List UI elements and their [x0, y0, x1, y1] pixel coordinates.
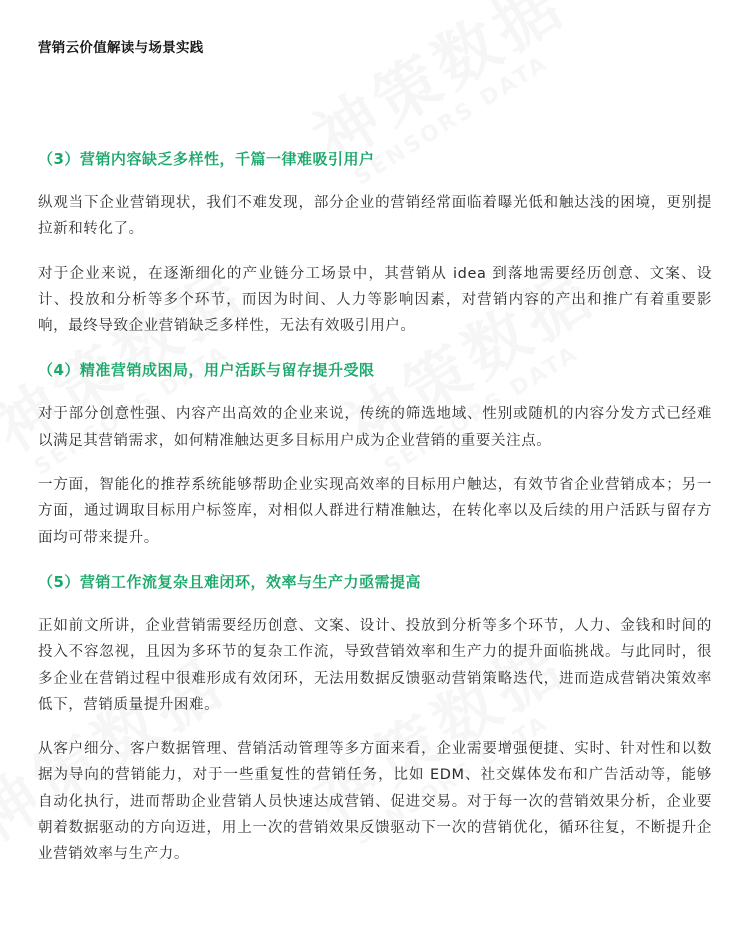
paragraph: 正如前文所讲，企业营销需要经历创意、文案、设计、投放到分析等多个环节，人力、金钱和时间的投入不容忽视，且因为多环节的复杂工作流，导致营销效率和生产力的提升面临挑战。与此同时，很多企业在营销过程中很难形成有效闭环，无法用数据反馈驱动营销策略迭代，进而造成营销决策效率低下，营销质量提升困难。 — [38, 617, 712, 713]
section-4 — [38, 357, 712, 550]
section-5 — [38, 569, 712, 868]
page-header-title: 营销云价值解读与场景实践 — [38, 40, 204, 56]
paragraph: 纵观当下企业营销现状，我们不难发现，部分企业的营销经常面临着曝光低和触达浅的困境，更别提拉新和转化了。 — [38, 195, 712, 238]
paragraph: 对于部分创意性强、内容产出高效的企业来说，传统的筛选地域、性别或随机的内容分发方式已经难以满足其营销需求，如何精准触达更多目标用户成为企业营销的重要关注点。 — [38, 406, 712, 449]
section-3 — [38, 146, 712, 339]
article-body — [38, 146, 712, 886]
section-heading: （5）营销工作流复杂且难闭环，效率与生产力亟需提高 — [38, 572, 421, 591]
paragraph: 从客户细分、客户数据管理、营销活动管理等多方面来看，企业需要增强便捷、实时、针对性和以数据为导向的营销能力，对于一些重复性的营销任务，比如 EDM、社交媒体发布和广告活动等，能够自动化执行，进而帮助企业营销人员快速达成营销、促进交易。对于每一次的营销效果分析，企业要朝着数据驱动的方向迈进，用上一次的营销效果反馈驱动下一次的营销优化，循环往复，不断提升企业营销效率与生产力。 — [38, 741, 712, 863]
paragraph: 对于企业来说，在逐渐细化的产业链分工场景中，其营销从 idea 到落地需要经历创意、文案、设计、投放和分析等多个环节，而因为时间、人力等影响因素，对营销内容的产出和推广有着重要影响，最终导致企业营销缺乏多样性，无法有效吸引用户。 — [38, 265, 712, 335]
section-heading: （4）精准营销成困局，用户活跃与留存提升受限 — [38, 361, 375, 380]
paragraph: 一方面，智能化的推荐系统能够帮助企业实现高效率的目标用户触达，有效节省企业营销成本；另一方面，通过调取目标用户标签库，对相似人群进行精准触达，在转化率以及后续的用户活跃与留存方面均可带来提升。 — [38, 477, 712, 546]
section-heading: （3）营销内容缺乏多样性，千篇一律难吸引用户 — [38, 150, 375, 168]
